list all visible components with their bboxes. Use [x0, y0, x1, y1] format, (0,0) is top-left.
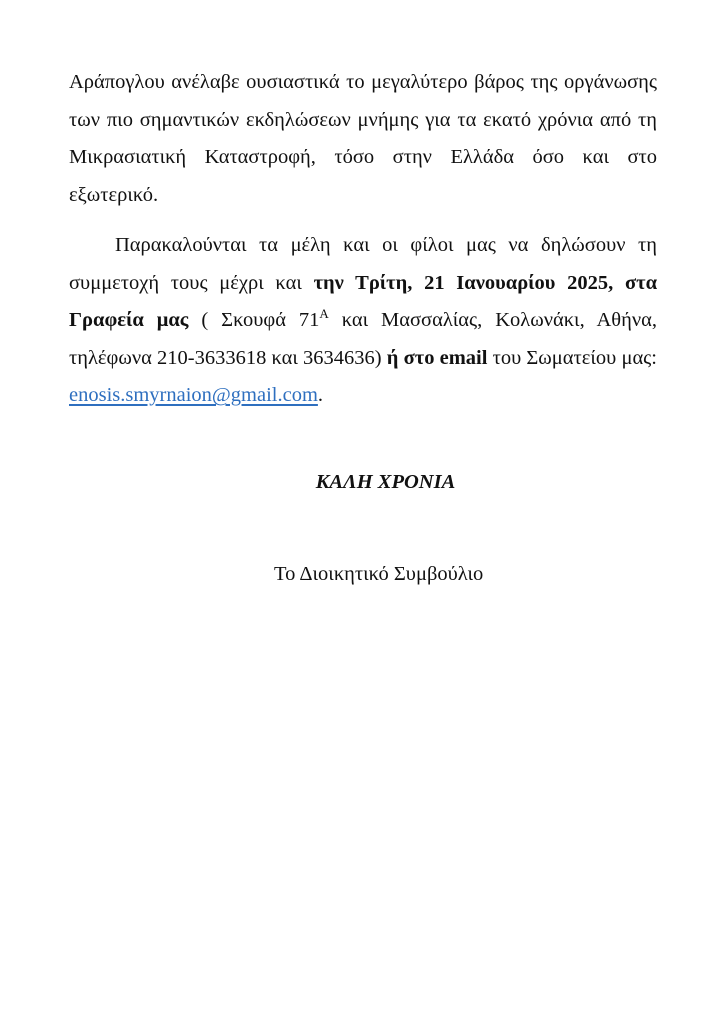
- address-text-end: και Μασσαλίας, Κολωνάκι, Αθήνα, τηλέφωνα 210-3633618 και 3634636): [69, 309, 657, 369]
- address-superscript: Α: [319, 306, 329, 322]
- paragraph-invitation: [69, 227, 657, 415]
- email-intro-text: του Σωματείου μας:: [487, 346, 657, 369]
- signature: [274, 556, 483, 594]
- address-text-start: ( Σκουφά 71: [188, 309, 320, 331]
- greeting-text: ΚΑΛΗ ΧΡΟΝΙΑ: [315, 471, 456, 493]
- invitation-intro-text: Παρακαλούνται τα μέλη και οι φίλοι μας να δηλώσουν τη συμμετοχή τους μέχρι και: [69, 234, 657, 294]
- signature-text: Το Διοικητικό Συμβούλιο: [274, 563, 484, 585]
- email-link[interactable]: enosis.smyrnaion@gmail.com: [69, 384, 318, 406]
- deadline-text: την Τρίτη, 21 Ιανουαρίου 2025, στα Γραφεία μας: [69, 271, 658, 331]
- email-intro-bold: ή στο email: [386, 346, 488, 369]
- paragraph-end-period: .: [317, 384, 324, 406]
- new-year-greeting: [0, 464, 725, 502]
- paragraph-history: [69, 64, 657, 214]
- paragraph-history-text: Αράπογλου ανέλαβε ουσιαστικά το μεγαλύτερο βάρος της οργάνωσης των πιο σημαντικών εκδηλώσεων μνήμης για τα εκατό χρόνια από τη Μικρασιατική Καταστροφή, τόσο στην Ελλάδα όσο και στο εξωτερικό.: [69, 71, 657, 206]
